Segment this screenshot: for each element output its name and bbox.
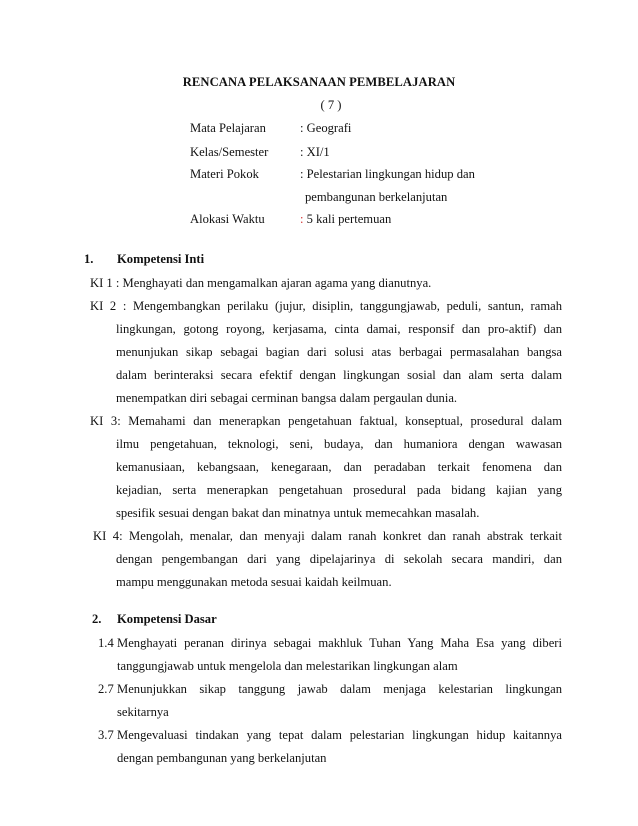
meta-label-subject: Mata Pelajaran [190,121,266,135]
ki2-line: menempatkan diri sebagai cerminan bangsa dalam pergaulan dunia. [116,391,458,405]
kd-first-line: Menghayati peranan dirinya sebagai makhluk Tuhan Yang Maha Esa yang diberi [117,636,562,650]
meta-label-topic: Materi Pokok [190,167,259,181]
meta-value-subject: : Geografi [300,121,352,135]
section2-title: Kompetensi Dasar [117,612,217,626]
kd-number: 1.4 [98,636,114,650]
ki3-line: kejadian, serta menerapkan pengetahuan prosedural pada bidang kajian yang [116,483,562,497]
kd-number: 3.7 [98,728,114,742]
section1-title: Kompetensi Inti [117,252,205,266]
section1-number: 1. [84,252,94,266]
meta-value-class: : XI/1 [300,145,330,159]
meta-time-colon: : [300,212,304,226]
kd-rest-line: dengan pembangunan yang berkelanjutan [117,751,327,765]
kd-first-line: Menunjukkan sikap tanggung jawab dalam menjaga kelestarian lingkungan [117,682,562,696]
ki4-line: dengan pengembangan dari yang dipelajarinya di sekolah secara mandiri, dan [116,552,562,566]
ki2-first-line: KI 2 : Mengembangkan perilaku (jujur, disiplin, tanggungjawab, peduli, santun, ramah [90,299,562,313]
kd-first-line: Mengevaluasi tindakan yang tepat dalam pelestarian lingkungan hidup kaitannya [117,728,562,742]
ki3-first-line: KI 3: Memahami dan menerapkan pengetahuan faktual, konseptual, prosedural dalam [90,414,562,428]
document-title: RENCANA PELAKSANAAN PEMBELAJARAN [182,75,456,89]
meta-label-time: Alokasi Waktu [190,212,265,226]
kd-number: 2.7 [98,682,114,696]
ki3-line: ilmu pengetahuan, teknologi, seni, budaya, dan humaniora dengan wawasan [116,437,562,451]
meeting-number: ( 7 ) [320,98,342,112]
meta-value-time [300,212,391,227]
ki4-line: mampu menggunakan metoda sesuai kaidah keilmuan. [116,575,392,589]
section2-number: 2. [92,612,102,626]
ki3-line: spesifik sesuai dengan bakat dan minatnya untuk memecahkan masalah. [116,506,480,520]
meta-label-class: Kelas/Semester [190,145,269,159]
ki1-text: KI 1 : Menghayati dan mengamalkan ajaran agama yang dianutnya. [90,276,432,290]
meta-value-topic: : Pelestarian lingkungan hidup dan [300,167,475,181]
ki2-line: lingkungan, gotong royong, kerjasama, cinta damai, responsif dan pro-aktif) dan [116,322,562,336]
ki2-line: dalam berinteraksi secara efektif dengan lingkungan sosial dan alam serta dalam [116,368,562,382]
meta-time-text: 5 kali pertemuan [303,212,392,226]
kd-rest-line: sekitarnya [117,705,169,719]
ki2-line: menunjukan sikap sebagai bagian dari solusi atas berbagai permasalahan bangsa [116,345,562,359]
ki3-line: kemanusiaan, kebangsaan, kenegaraan, dan peradaban terkait fenomena dan [116,460,562,474]
meta-value-topic-cont: pembangunan berkelanjutan [305,190,448,204]
ki4-first-line: KI 4: Mengolah, menalar, dan menyaji dalam ranah konkret dan ranah abstrak terkait [93,529,562,543]
kd-rest-line: tanggungjawab untuk mengelola dan melestarikan lingkungan alam [117,659,458,673]
